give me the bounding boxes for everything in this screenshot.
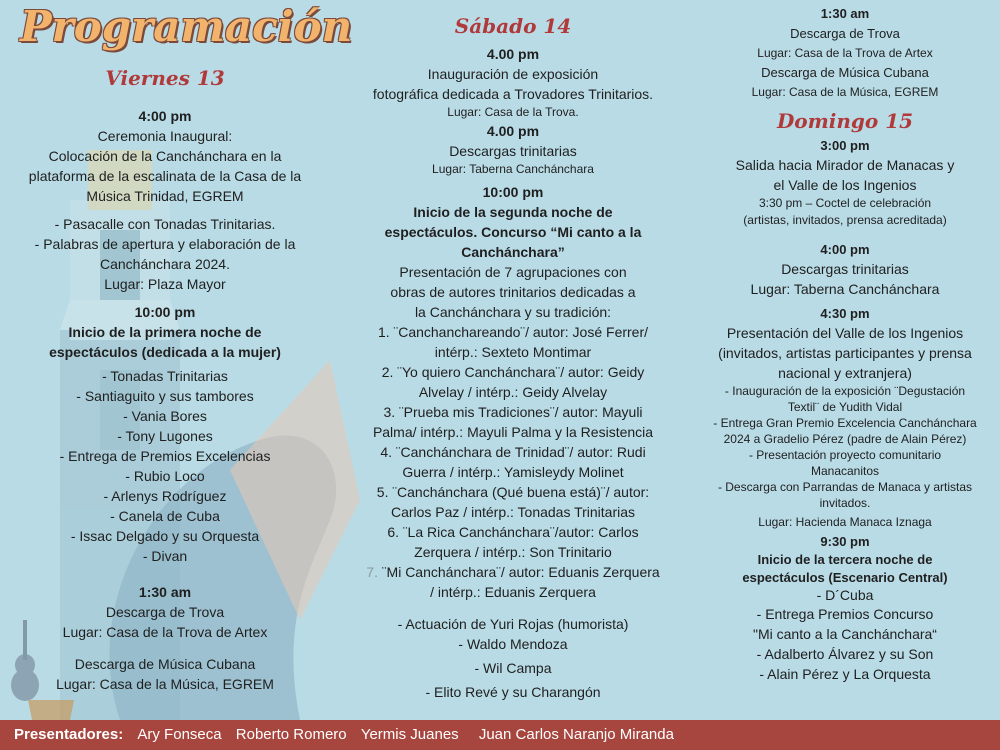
event-place: Lugar: Casa de la Trova.	[447, 105, 579, 119]
event-headline: espectáculos. Concurso “Mi canto a la	[384, 224, 642, 240]
event-note: 2024 a Gradelio Pérez (padre de Alain Pérez)	[723, 432, 967, 446]
event-time: 1:30 am	[820, 6, 870, 21]
presenters-footer	[0, 720, 1000, 750]
lineup-item: - Entrega Premios Concurso	[756, 606, 934, 622]
event-note: - Descarga con Parrandas de Manaca y artistas	[717, 480, 973, 494]
lineup-item: - Rubio Loco	[125, 468, 205, 484]
lineup-item: - Tony Lugones	[117, 428, 213, 444]
saturday-event-1	[343, 44, 683, 121]
event-time: 3:00 pm	[820, 138, 870, 153]
contest-entry: 6. ¨La Rica Canchánchara¨/autor: Carlos	[387, 524, 639, 540]
contest-entry: 3. ¨Prueba mis Tradiciones¨/ autor: Mayuli	[383, 404, 643, 420]
event-note: - Inauguración de la exposición ¨Degustación	[724, 384, 966, 398]
event-line: Inauguración de exposición	[427, 66, 599, 82]
contest-entry: 1. ¨Canchanchareando¨/ autor: José Ferrer/	[377, 324, 649, 340]
event-note: - Pasacalle con Tonadas Trinitarias.	[54, 216, 276, 232]
sunday-event-3	[690, 305, 1000, 531]
sunday-event-1	[690, 137, 1000, 229]
event-time: 1:30 am	[138, 584, 192, 600]
friday-event-2	[0, 302, 330, 566]
event-time: 10:00 pm	[482, 184, 544, 200]
event-line: Colocación de la Canchánchara en la	[48, 148, 282, 164]
event-line: Presentación del Valle de los Ingenios	[726, 325, 964, 341]
event-line: Descarga de Música Cubana	[74, 656, 256, 672]
sunday-event-2	[690, 241, 1000, 299]
lineup-item: "Mi canto a la Canchánchara“	[753, 626, 937, 642]
event-place: Lugar: Taberna Canchánchara	[750, 281, 940, 297]
event-line: Ceremonia Inaugural:	[97, 128, 233, 144]
lineup-item: - Actuación de Yuri Rojas (humorista)	[397, 616, 629, 632]
event-line: Descarga de Trova	[790, 26, 900, 41]
contest-entry: Carlos Paz / intérp.: Tonadas Trinitarias	[390, 504, 636, 520]
presenter-name: Roberto Romero	[235, 726, 347, 743]
event-time: 4.00 pm	[486, 123, 540, 139]
lineup-item: - Arlenys Rodríguez	[103, 488, 227, 504]
event-place: Lugar: Casa de la Música, EGREM	[56, 676, 274, 692]
sunday-column	[690, 0, 1000, 684]
event-line: Descargas trinitarias	[449, 143, 577, 159]
event-note: Manacanitos	[810, 464, 880, 478]
lineup-item: - Entrega de Premios Excelencias	[59, 448, 271, 464]
lineup-item: - Divan	[142, 548, 188, 564]
lineup-item: - Alain Pérez y La Orquesta	[759, 666, 931, 682]
lineup-item: - Tonadas Trinitarias	[102, 368, 228, 384]
event-line: nacional y extranjera)	[778, 365, 912, 381]
event-place: Lugar: Casa de la Música, EGREM	[751, 85, 939, 99]
contest-entry: intérp.: Sexteto Montimar	[434, 344, 592, 360]
event-time: 4:00 pm	[820, 242, 870, 257]
lineup-item: - Waldo Mendoza	[458, 636, 568, 652]
saturday-heading: Sábado 14	[454, 14, 572, 38]
friday-event-3	[0, 582, 330, 694]
event-headline: espectáculos (Escenario Central)	[742, 570, 948, 585]
event-line: Descarga de Trova	[105, 604, 225, 620]
sunday-heading: Domingo 15	[776, 109, 914, 133]
event-headline: espectáculos (dedicada a la mujer)	[49, 344, 281, 360]
sunday-event-4	[690, 533, 1000, 684]
event-headline: Inicio de la segunda noche de	[413, 204, 613, 220]
event-note: 3:30 pm – Coctel de celebración	[758, 196, 932, 210]
saturday-event-3	[343, 182, 683, 702]
event-intro: obras de autores trinitarios dedicadas a	[390, 284, 636, 300]
lineup-item: - Vania Bores	[123, 408, 207, 424]
lineup-item: - Santiaguito y sus tambores	[76, 388, 254, 404]
event-line: Salida hacia Mirador de Manacas y	[735, 157, 955, 173]
presenter-name: Yermis Juanes	[360, 726, 459, 743]
cup-illustration	[28, 700, 74, 720]
lineup-item: - Canela de Cuba	[110, 508, 220, 524]
presenters-label: Presentadores:	[14, 726, 124, 743]
friday-event-1	[0, 106, 330, 294]
event-note: Textil¨ de Yudith Vidal	[787, 400, 903, 414]
event-line: el Valle de los Ingenios	[773, 177, 917, 193]
event-time: 10:00 pm	[134, 304, 196, 320]
entry-number: 7.	[366, 564, 378, 580]
event-note: Canchánchara 2024.	[100, 256, 230, 272]
friday-column	[0, 0, 330, 694]
event-line: Descargas trinitarias	[781, 261, 909, 277]
contest-entry: 5. ¨Canchánchara (Qué buena está)¨/ autor:	[376, 484, 650, 500]
contest-entry: Zerquera / intérp.: Son Trinitario	[414, 544, 612, 560]
event-time: 4:30 pm	[820, 306, 870, 321]
event-note: invitados.	[819, 496, 871, 510]
event-note: - Presentación proyecto comunitario	[748, 448, 942, 462]
event-time: 9:30 pm	[820, 534, 870, 549]
event-intro: la Canchánchara y su tradición:	[414, 304, 612, 320]
contest-entry: / intérp.: Eduanis Zerquera	[430, 584, 596, 600]
lineup-item: - Elito Revé y su Charangón	[425, 684, 601, 700]
event-intro: Presentación de 7 agrupaciones con	[399, 264, 627, 280]
event-note: (artistas, invitados, prensa acreditada)	[743, 213, 947, 227]
event-line: Descarga de Música Cubana	[761, 65, 929, 80]
event-headline: Inicio de la tercera noche de	[757, 552, 933, 567]
event-note: - Palabras de apertura y elaboración de la	[34, 236, 296, 252]
contest-entry: 2. ¨Yo quiero Canchánchara¨/ autor: Geidy	[381, 364, 645, 380]
contest-entry: Alvelay / intérp.: Geidy Alvelay	[418, 384, 608, 400]
presenter-name: Juan Carlos Naranjo Miranda	[478, 726, 674, 743]
contest-entry: Guerra / intérp.: Yamisleydy Molinet	[402, 464, 624, 480]
event-place: Lugar: Casa de la Trova de Artex	[62, 624, 268, 640]
event-headline: Canchánchara”	[461, 244, 565, 260]
saturday-event-2	[343, 121, 683, 178]
event-place: Lugar: Plaza Mayor	[104, 276, 226, 292]
event-line: plataforma de la escalinata de la Casa de la	[28, 168, 302, 184]
lineup-item: - D´Cuba	[816, 587, 874, 603]
lineup-item: - Issac Delgado y su Orquesta	[70, 528, 260, 544]
saturday-column	[343, 0, 683, 702]
event-note: - Entrega Gran Premio Excelencia Canchánchara	[713, 416, 977, 430]
presenter-name: Ary Fonseca	[137, 726, 222, 743]
saturday-late-event	[690, 5, 1000, 101]
lineup-item: - Wil Campa	[474, 660, 552, 676]
event-time: 4:00 pm	[138, 108, 192, 124]
event-line: (invitados, artistas participantes y prensa	[718, 345, 972, 361]
event-line: fotográfica dedicada a Trovadores Trinitarios.	[372, 86, 654, 102]
event-time: 4.00 pm	[486, 46, 540, 62]
friday-heading: Viernes 13	[105, 66, 225, 90]
event-place: Lugar: Hacienda Manaca Iznaga	[758, 515, 932, 529]
event-headline: Inicio de la primera noche de	[68, 324, 262, 340]
entry-text: ¨Mi Canchánchara¨/ autor: Eduanis Zerquera	[377, 564, 660, 580]
lineup-item: - Adalberto Álvarez y su Son	[756, 646, 934, 662]
event-place: Lugar: Casa de la Trova de Artex	[757, 46, 933, 60]
contest-entry: 4. ¨Canchánchara de Trinidad¨/ autor: Rudi	[380, 444, 646, 460]
page-title: Programación	[20, 2, 353, 51]
event-place: Lugar: Taberna Canchánchara	[432, 162, 594, 176]
contest-entry-7	[343, 562, 683, 582]
contest-entry: Palma/ intérp.: Mayuli Palma y la Resistencia	[372, 424, 654, 440]
event-line: Música Trinidad, EGREM	[86, 188, 244, 204]
